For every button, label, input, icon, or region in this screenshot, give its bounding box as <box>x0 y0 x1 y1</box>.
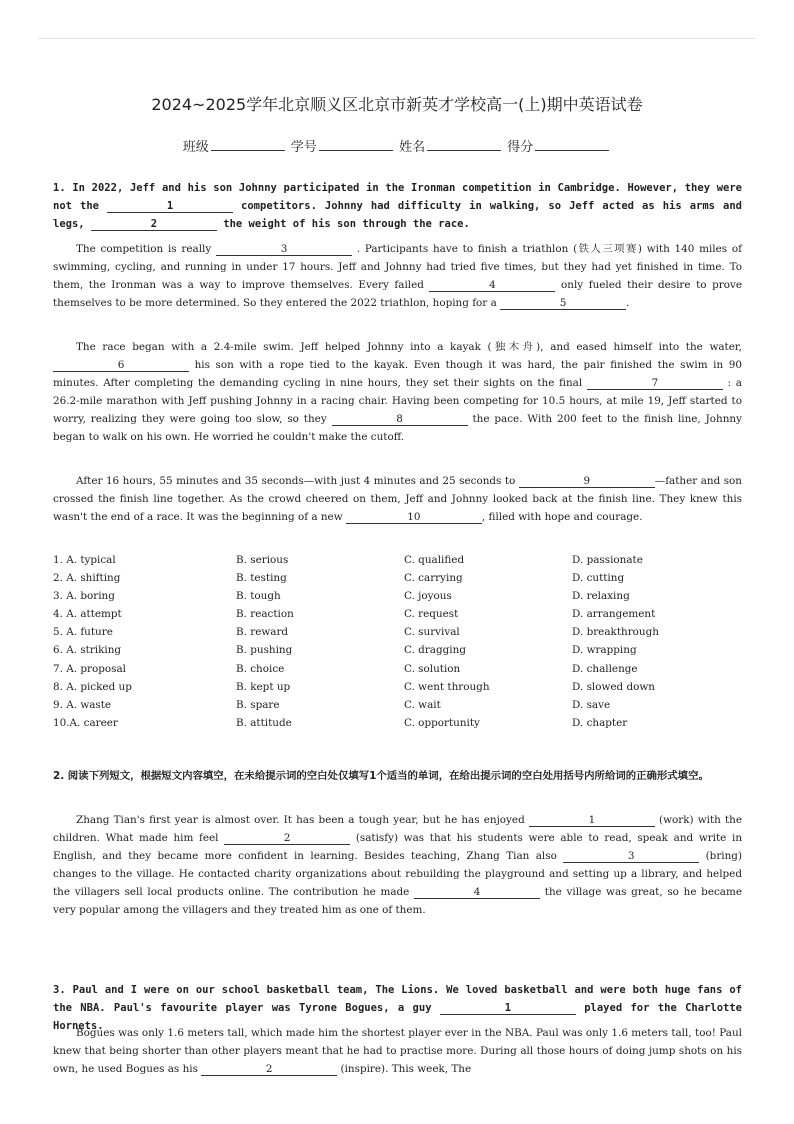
option[interactable]: D. cutting <box>572 572 625 585</box>
option[interactable]: B. choice <box>236 662 285 675</box>
student-number-blank[interactable] <box>319 139 393 151</box>
option-row <box>53 678 742 696</box>
option[interactable]: 1. A. typical <box>53 554 116 566</box>
section1-paragraph-3: After 16 hours, 55 minutes and 35 seconds—with just 4 minutes and 25 seconds to 9 —father and son crossed the finish line together. As the crowd cheered on them, Jeff and Johnny looked back at the finish line. They knew this wasn't the end of a race. It was the beginning of a new 10 , filled with hope and courage. <box>53 475 742 524</box>
answer-blank[interactable]: 9 <box>519 475 655 488</box>
answer-blank[interactable]: 3 <box>563 850 699 863</box>
option[interactable]: D. slowed down <box>572 680 655 693</box>
option-row <box>53 714 742 732</box>
answer-blank[interactable]: 2 <box>224 832 350 845</box>
option-row <box>53 623 742 641</box>
option[interactable]: B. spare <box>236 698 280 711</box>
name-blank[interactable] <box>427 139 501 151</box>
answer-blank[interactable]: 5 <box>500 297 626 310</box>
option[interactable]: 9. A. waste <box>53 698 112 711</box>
answer-blank[interactable]: 10 <box>346 511 482 524</box>
name-label: 姓名 <box>399 140 426 155</box>
option[interactable]: C. joyous <box>404 590 452 603</box>
answer-blank[interactable]: 6 <box>53 359 189 372</box>
option-row <box>53 660 742 678</box>
option[interactable]: B. pushing <box>236 644 293 657</box>
class-label: 班级 <box>182 140 209 155</box>
score-label: 得分 <box>507 140 534 155</box>
answer-blank[interactable]: 3 <box>216 243 352 256</box>
option[interactable]: 8. A. picked up <box>53 680 132 693</box>
option[interactable]: C. solution <box>404 662 461 675</box>
option-row <box>53 696 742 714</box>
option[interactable]: C. dragging <box>404 644 466 657</box>
section2-heading: 2. 阅读下列短文，根据短文内容填空，在未给提示词的空白处仅填写1个适当的单词，在给出提示词的空白处用括号内所给词的正确形式填空。 <box>53 770 709 782</box>
answer-blank[interactable]: 8 <box>332 413 468 426</box>
option[interactable]: C. opportunity <box>404 716 480 729</box>
option[interactable]: B. reaction <box>236 608 294 621</box>
option[interactable]: D. arrangement <box>572 608 656 621</box>
option[interactable]: C. wait <box>404 698 441 711</box>
answer-blank[interactable]: 4 <box>429 279 555 292</box>
option[interactable]: D. passionate <box>572 554 643 566</box>
option[interactable]: 3. A. boring <box>53 590 115 603</box>
option[interactable]: 6. A. striking <box>53 644 122 657</box>
answer-blank[interactable]: 2 <box>91 218 217 231</box>
option[interactable]: 2. A. shifting <box>53 572 121 585</box>
score-blank[interactable] <box>535 139 609 151</box>
option[interactable]: C. qualified <box>404 554 465 566</box>
section1-paragraph-2: The race began with a 2.4-mile swim. Jeff helped Johnny into a kayak (独木舟), and eased himself into the water, 6 his son with a rope tied to the kayak. Even though it was hard, the pair finished the swim in 90 minutes. After completing the demanding cycling in nine hours, they set their sights on the final 7 : a 26.2-mile marathon with Jeff pushing Johnny in a racing chair. Having been competing for 10.5 hours, at mile 19, Jeff started to worry, realizing they were going too slow, so they 8 the pace. With 200 feet to the finish line, Johnny began to walk on his own. He worried he couldn't make the cutoff. <box>53 341 742 444</box>
option[interactable]: C. request <box>404 608 459 621</box>
section3-paragraph: Bogues was only 1.6 meters tall, which made him the shortest player ever in the NBA. Paul was only 1.6 meters tall, too! Paul knew that being shorter than other players meant that he had to practise more. During all those hours of doing jump shots on his own, he used Bogues as his 2 (inspire). This week, The <box>53 1027 742 1076</box>
option[interactable]: 4. A. attempt <box>53 608 122 621</box>
option[interactable]: B. tough <box>236 590 281 603</box>
option[interactable]: D. breakthrough <box>572 626 659 639</box>
answer-blank[interactable]: 1 <box>529 814 655 827</box>
option[interactable]: D. challenge <box>572 662 638 675</box>
student-number-label: 学号 <box>290 140 317 155</box>
answer-blank[interactable]: 1 <box>440 1002 576 1015</box>
answer-options <box>53 551 742 732</box>
student-info-line <box>0 136 794 155</box>
page-top-rule <box>38 38 756 39</box>
page-title: 2024~2025学年北京顺义区北京市新英才学校高一(上)期中英语试卷 <box>151 95 643 114</box>
option-row <box>53 551 742 569</box>
section2-paragraph: Zhang Tian's first year is almost over. It has been a tough year, but he has enjoyed 1 (work) with the children. What made him feel 2 (satisfy) was that his students were able to read, speak and write in English, and they became more confident in learning. Besides teaching, Zhang Tian also 3 (bring) changes to the village. He contacted charity organizations about rebuilding the playground and setting up a library, and helped the villagers sell local products online. The contribution he made 4 the village was great, so he became very popular among the villagers and they treated him as one of them. <box>53 814 743 917</box>
option[interactable]: C. carrying <box>404 572 463 585</box>
option[interactable]: 5. A. future <box>53 626 113 639</box>
class-blank[interactable] <box>211 139 285 151</box>
option[interactable]: B. reward <box>236 626 289 639</box>
option[interactable]: C. went through <box>404 680 490 693</box>
option[interactable]: D. chapter <box>572 716 628 729</box>
option-row <box>53 587 742 605</box>
section1-intro: 1. In 2022, Jeff and his son Johnny participated in the Ironman competition in Cambridge. However, they were not the 1 competitors. Johnny had difficulty in walking, so Jeff acted as his arms and legs, 2 the weight of his son through the race. <box>53 182 742 230</box>
answer-blank[interactable]: 7 <box>587 377 723 390</box>
answer-blank[interactable]: 1 <box>107 200 233 213</box>
section1-paragraph-1: The competition is really 3 . Participants have to finish a triathlon (铁人三项赛) with 140 miles of swimming, cycling, and running in under 17 hours. Jeff and Johnny had tried five times, but they had yet finished in time. To them, the Ironman was a way to improve themselves. Every failed 4 only fueled their desire to prove themselves to be more determined. So they entered the 2022 triathlon, hoping for a 5 . <box>53 243 742 310</box>
option-row <box>53 641 742 659</box>
option[interactable]: B. attitude <box>236 716 292 729</box>
section3-intro: 3. Paul and I were on our school basketball team, The Lions. We loved basketball and were both huge fans of the NBA. Paul's favourite player was Tyrone Bogues, a guy 1 played for the Charlotte Hornets. <box>53 984 742 1032</box>
option[interactable]: D. relaxing <box>572 590 630 603</box>
option[interactable]: B. serious <box>236 554 289 566</box>
option-row <box>53 569 742 587</box>
option[interactable]: B. kept up <box>236 680 291 693</box>
option-row <box>53 605 742 623</box>
answer-blank[interactable]: 4 <box>414 886 540 899</box>
option[interactable]: 10.A. career <box>53 716 118 729</box>
option[interactable]: C. survival <box>404 626 460 639</box>
option[interactable]: D. save <box>572 698 611 711</box>
option[interactable]: B. testing <box>236 572 287 585</box>
answer-blank[interactable]: 2 <box>201 1063 337 1076</box>
option[interactable]: D. wrapping <box>572 644 637 657</box>
option[interactable]: 7. A. proposal <box>53 662 126 675</box>
